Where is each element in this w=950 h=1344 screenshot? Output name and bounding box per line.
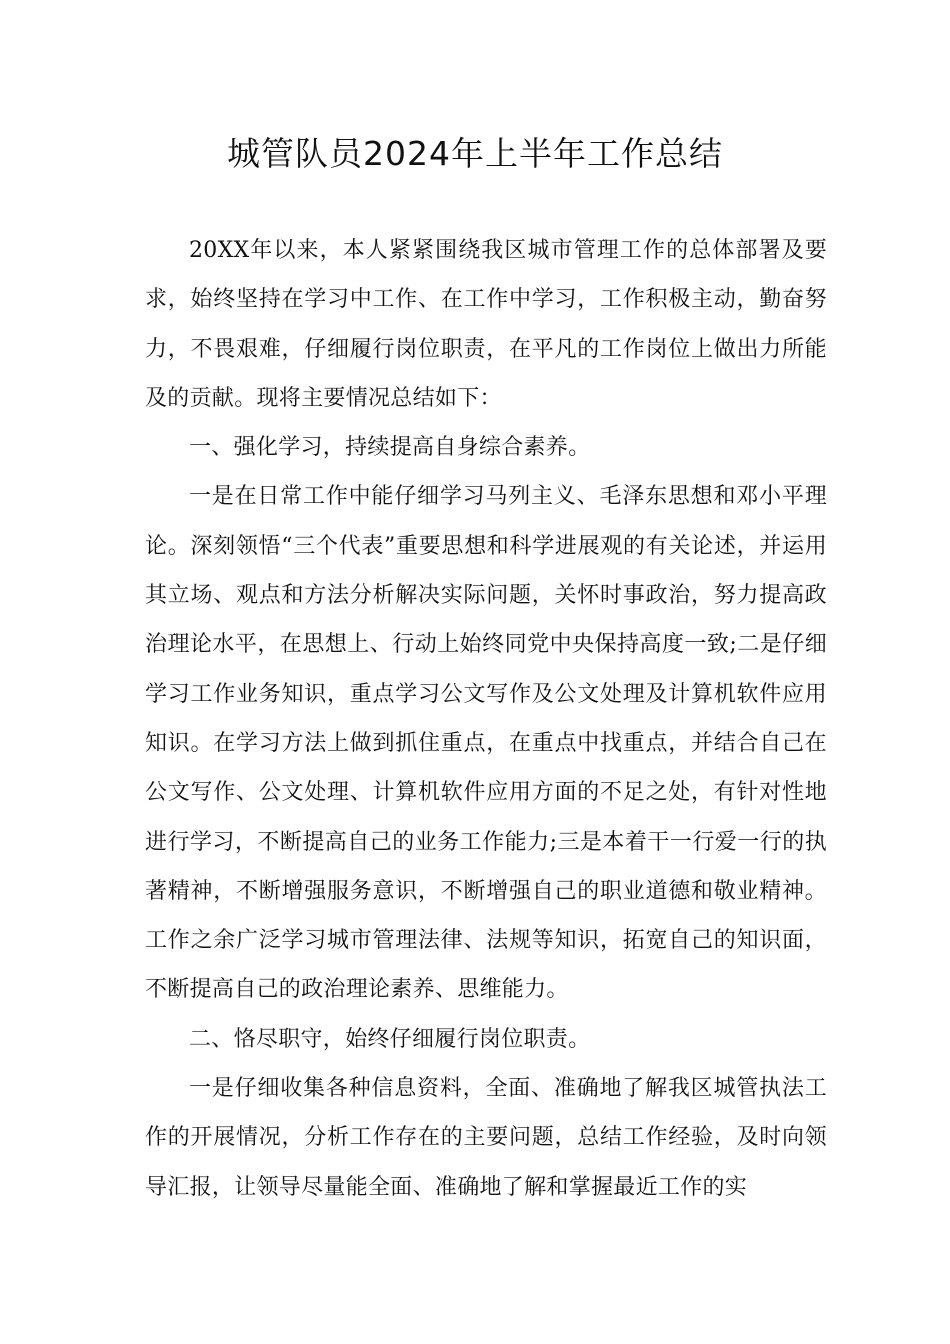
document-body <box>145 226 827 1212</box>
section-heading-2: 二、恪尽职守，始终仔细履行岗位职责。 <box>189 1026 591 1052</box>
paragraph-study: 一是在日常工作中能仔细学习马列主义、毛泽东思想和邓小平理论。深刻领悟“三个代表”重要思想和科学进展观的有关论述，并运用其立场、观点和方法分析解决实际问题，关怀时事政治，努力提高政治理论水平，在思想上、行动上始终同党中央保持高度一致;二是仔细学习工作业务知识，重点学习公文写作及公文处理及计算机软件应用知识。在学习方法上做到抓住重点，在重点中找重点，并结合自己在公文写作、公文处理、计算机软件应用方面的不足之处，有针对性地进行学习，不断提高自己的业务工作能力;三是本着干一行爱一行的执著精神，不断增强服务意识，不断增强自己的职业道德和敬业精神。工作之余广泛学习城市管理法律、法规等知识，拓宽自己的知识面，不断提高自己的政治理论素养、思维能力。 <box>145 484 827 1003</box>
paragraph-duties: 一是仔细收集各种信息资料，全面、准确地了解我区城管执法工作的开展情况，分析工作存在的主要问题，总结工作经验，及时向领导汇报，让领导尽量能全面、准确地了解和掌握最近工作的实 <box>145 1076 827 1200</box>
paragraph-intro: 20XX年以来，本人紧紧围绕我区城市管理工作的总体部署及要求，始终坚持在学习中工作、在工作中学习，工作积极主动，勤奋努力，不畏艰难，仔细履行岗位职责，在平凡的工作岗位上做出力所能及的贡献。现将主要情况总结如下： <box>145 238 827 411</box>
document-title: 城管队员2024年上半年工作总结 <box>227 134 723 173</box>
section-heading-1: 一、强化学习，持续提高自身综合素养。 <box>189 435 591 461</box>
